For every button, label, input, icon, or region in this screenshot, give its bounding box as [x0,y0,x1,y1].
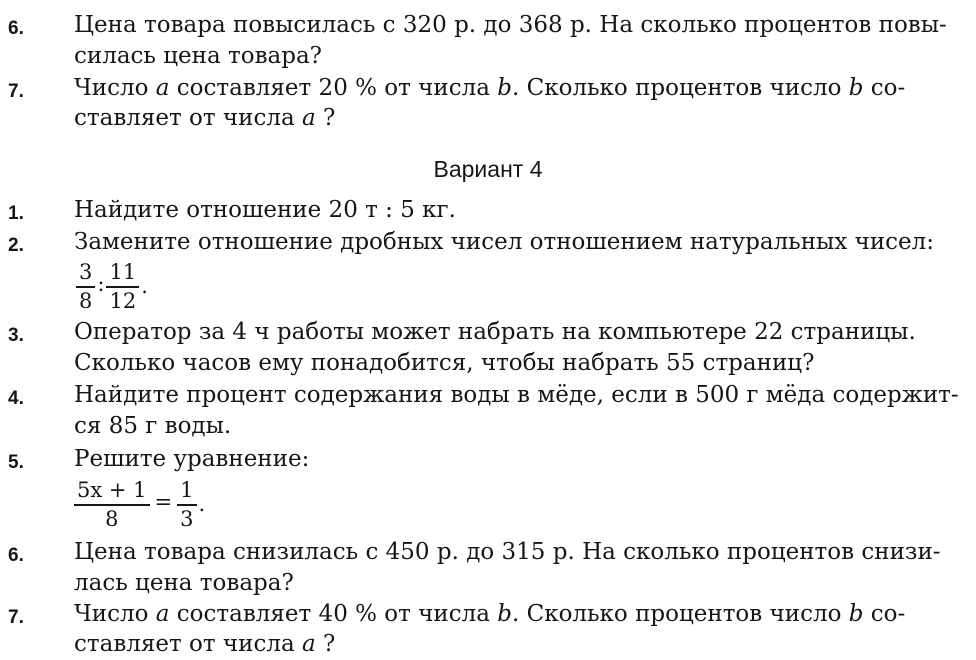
fraction-expression: 3 8 : 11 12 . [76,262,152,312]
fraction: 1 3 [177,480,196,530]
problem-text: Оператор за 4 ч работы может набрать на компьютере 22 страницы. [74,319,916,345]
problem-text: Найдите отношение 20 т : 5 кг. [74,197,456,223]
fraction: 3 8 [76,262,95,312]
problem-text: Сколько часов ему понадобится, чтобы набрать 55 страниц? [74,350,815,376]
equation: 5x + 1 8 = 1 3 . [74,480,209,530]
problem-text: Решите уравнение: [74,446,310,472]
problem-text: Число a составляет 40 % от числа b. Сколько процентов число b со- [74,601,906,627]
problem-number: 2. [8,235,24,256]
problem-number: 3. [8,325,24,346]
variant-title: Вариант 4 [433,156,543,182]
problem-text: ся 85 г воды. [74,413,232,439]
problem-text: ставляет от числа a ? [74,631,336,657]
problem-number: 5. [8,452,24,473]
problem-number: 7. [8,81,24,102]
problem-text: силась цена товара? [74,43,323,69]
problem-text: Число a составляет 20 % от числа b. Сколько процентов число b со- [74,75,906,101]
problem-text: лась цена товара? [74,570,294,596]
problem-text: ставляет от числа a ? [74,105,336,131]
problem-number: 7. [8,607,24,628]
problem-number: 4. [8,388,24,409]
problem-number: 6. [8,545,24,566]
problem-number: 1. [8,203,24,224]
problem-text: Цена товара повысилась с 320 р. до 368 р. На сколько процентов повы- [74,12,947,38]
problem-text: Замените отношение дробных чисел отношением натуральных чисел: [74,229,935,255]
fraction: 5x + 1 8 [74,480,150,530]
problem-number: 6. [8,18,24,39]
problem-text: Найдите процент содержания воды в мёде, если в 500 г мёда содержит- [74,382,959,408]
problem-text: Цена товара снизилась с 450 р. до 315 р. На сколько процентов снизи- [74,539,941,565]
fraction: 11 12 [106,262,139,312]
